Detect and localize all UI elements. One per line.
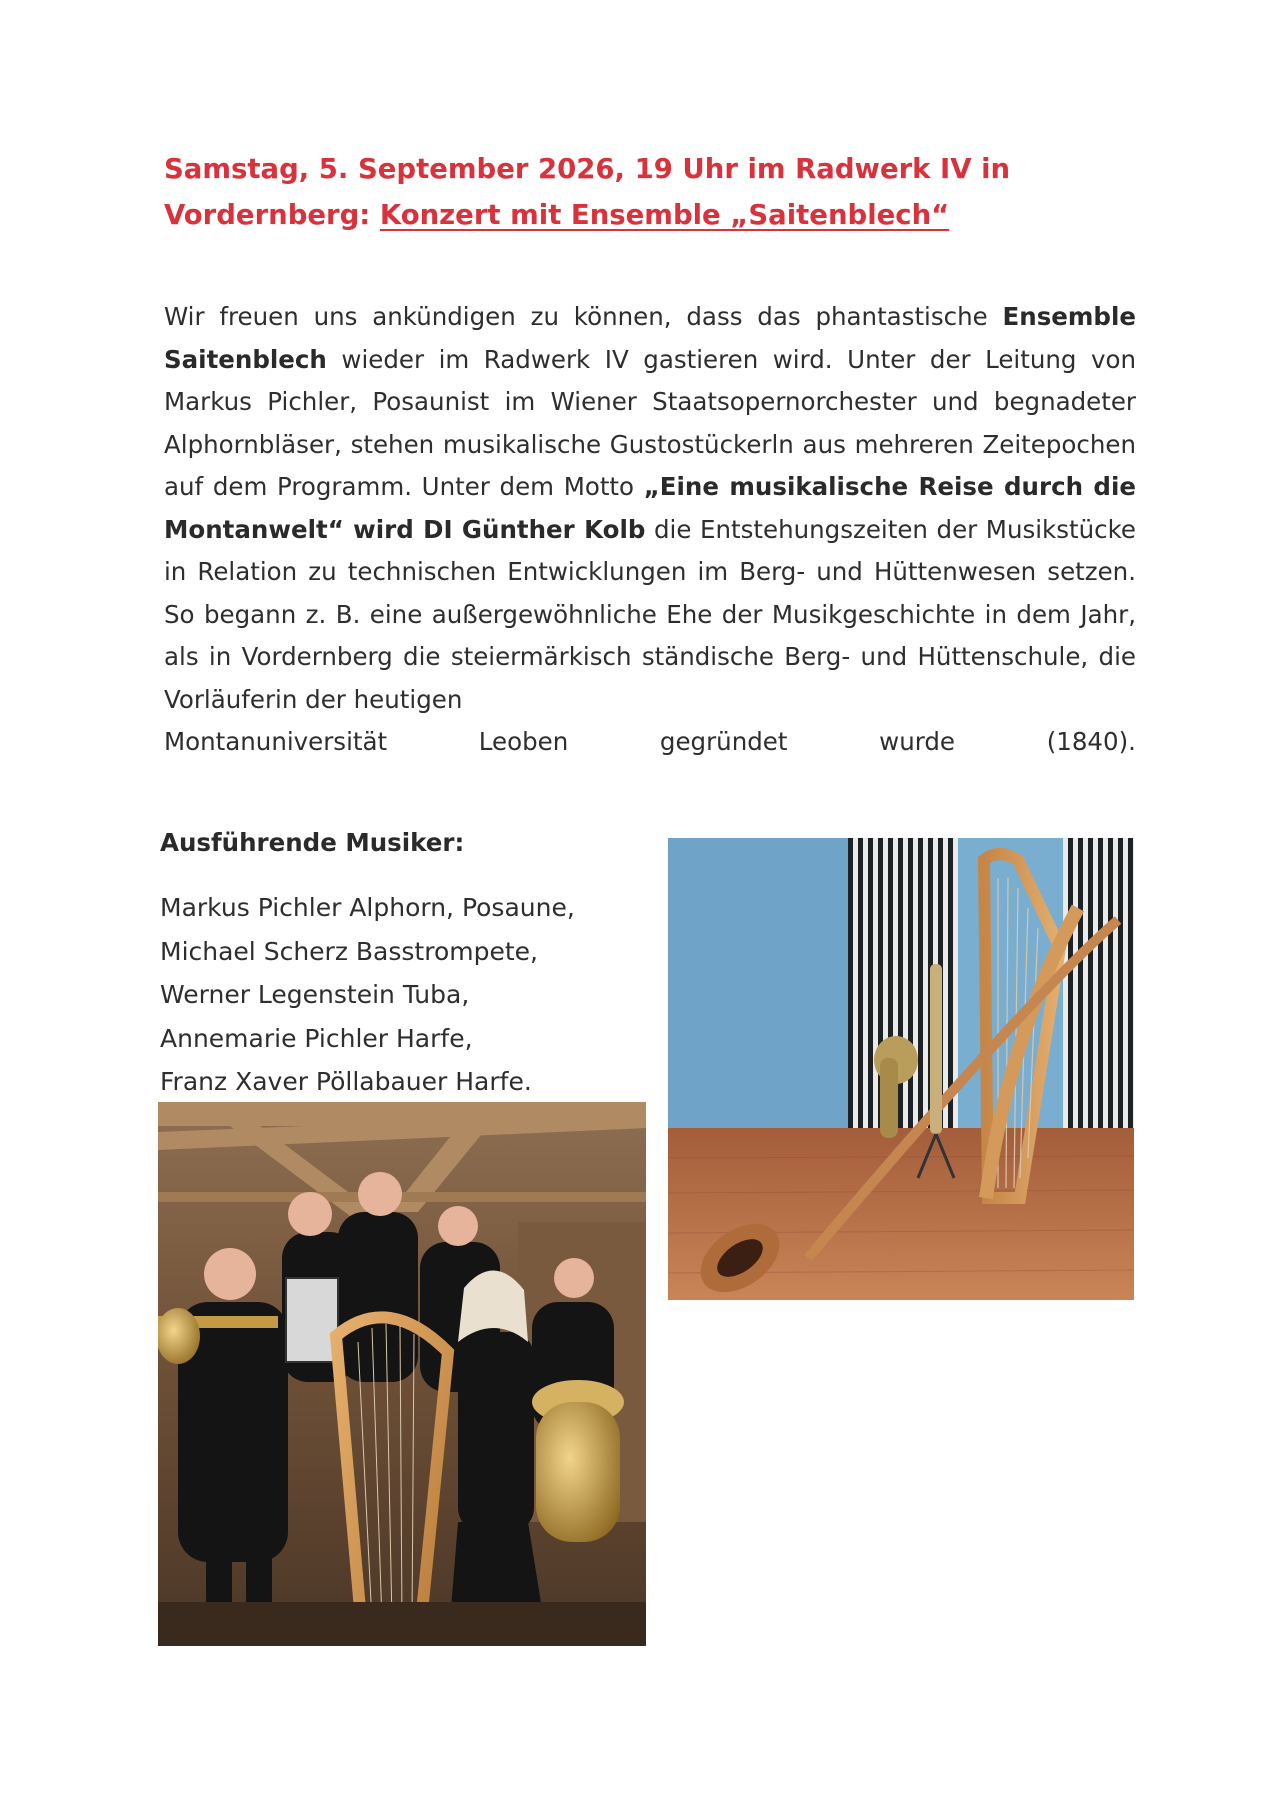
intro-text-3: die Entstehungszeiten der Musikstücke in Relation zu technischen Entwicklungen im Berg- und Hüttenwesen setzen. So begann z. B. eine außergewöhnliche Ehe der Musikgeschichte in dem Jahr, als in Vordernberg die steiermärkisch ständische Berg- und Hüttenschule, die Vorläuferin der heutigen <box>164 514 1136 714</box>
musician-item: Markus Pichler Alphorn, Posaune, <box>160 893 575 922</box>
musicians-heading: Ausführende Musiker: <box>160 828 465 857</box>
instruments-photo <box>668 838 1134 1300</box>
intro-last-word: gegründet <box>659 727 788 756</box>
musician-item: Michael Scherz Basstrompete, <box>160 936 538 966</box>
headline-line-2-prefix: Vordernberg: <box>164 199 380 231</box>
intro-last-word: Montanuniversität <box>164 727 388 756</box>
intro-text-2: wieder im Radwerk IV gastieren wird. Unter der Leitung von Markus Pichler, Posaunist im Wiener Staatsopernorchester und begnadeter Alphornbläser, stehen musikalische Gustostückerln aus mehreren Zeitepochen auf dem Programm. Unter dem Motto <box>164 344 1136 501</box>
intro-bold-ensemble: Ensemble Saitenblech <box>164 302 1136 374</box>
instruments-photo-illustration <box>668 838 1134 1300</box>
ensemble-photo-illustration <box>158 1102 646 1646</box>
intro-last-word: (1840). <box>1046 727 1136 756</box>
intro-text-1: Wir freuen uns ankündigen zu können, dass das phantastische <box>164 302 1003 331</box>
musicians-list <box>160 886 575 1104</box>
musician-item: Franz Xaver Pöllabauer Harfe. <box>160 1067 532 1096</box>
event-headline <box>164 146 1064 238</box>
intro-last-word: Leoben <box>478 727 569 756</box>
headline-line-1: Samstag, 5. September 2026, 19 Uhr im Radwerk IV in <box>164 153 1011 185</box>
ensemble-photo <box>158 1102 646 1646</box>
intro-last-word: wurde <box>879 727 955 756</box>
intro-last-line <box>164 721 1136 764</box>
musician-item: Annemarie Pichler Harfe, <box>160 1023 473 1053</box>
intro-bold-motto: „Eine musikalische Reise durch die Montanwelt“ wird DI Günther Kolb <box>164 472 1136 544</box>
musician-item: Werner Legenstein Tuba, <box>160 980 470 1009</box>
intro-paragraph <box>164 296 1136 764</box>
headline-concert-title: Konzert mit Ensemble „Saitenblech“ <box>379 199 950 231</box>
